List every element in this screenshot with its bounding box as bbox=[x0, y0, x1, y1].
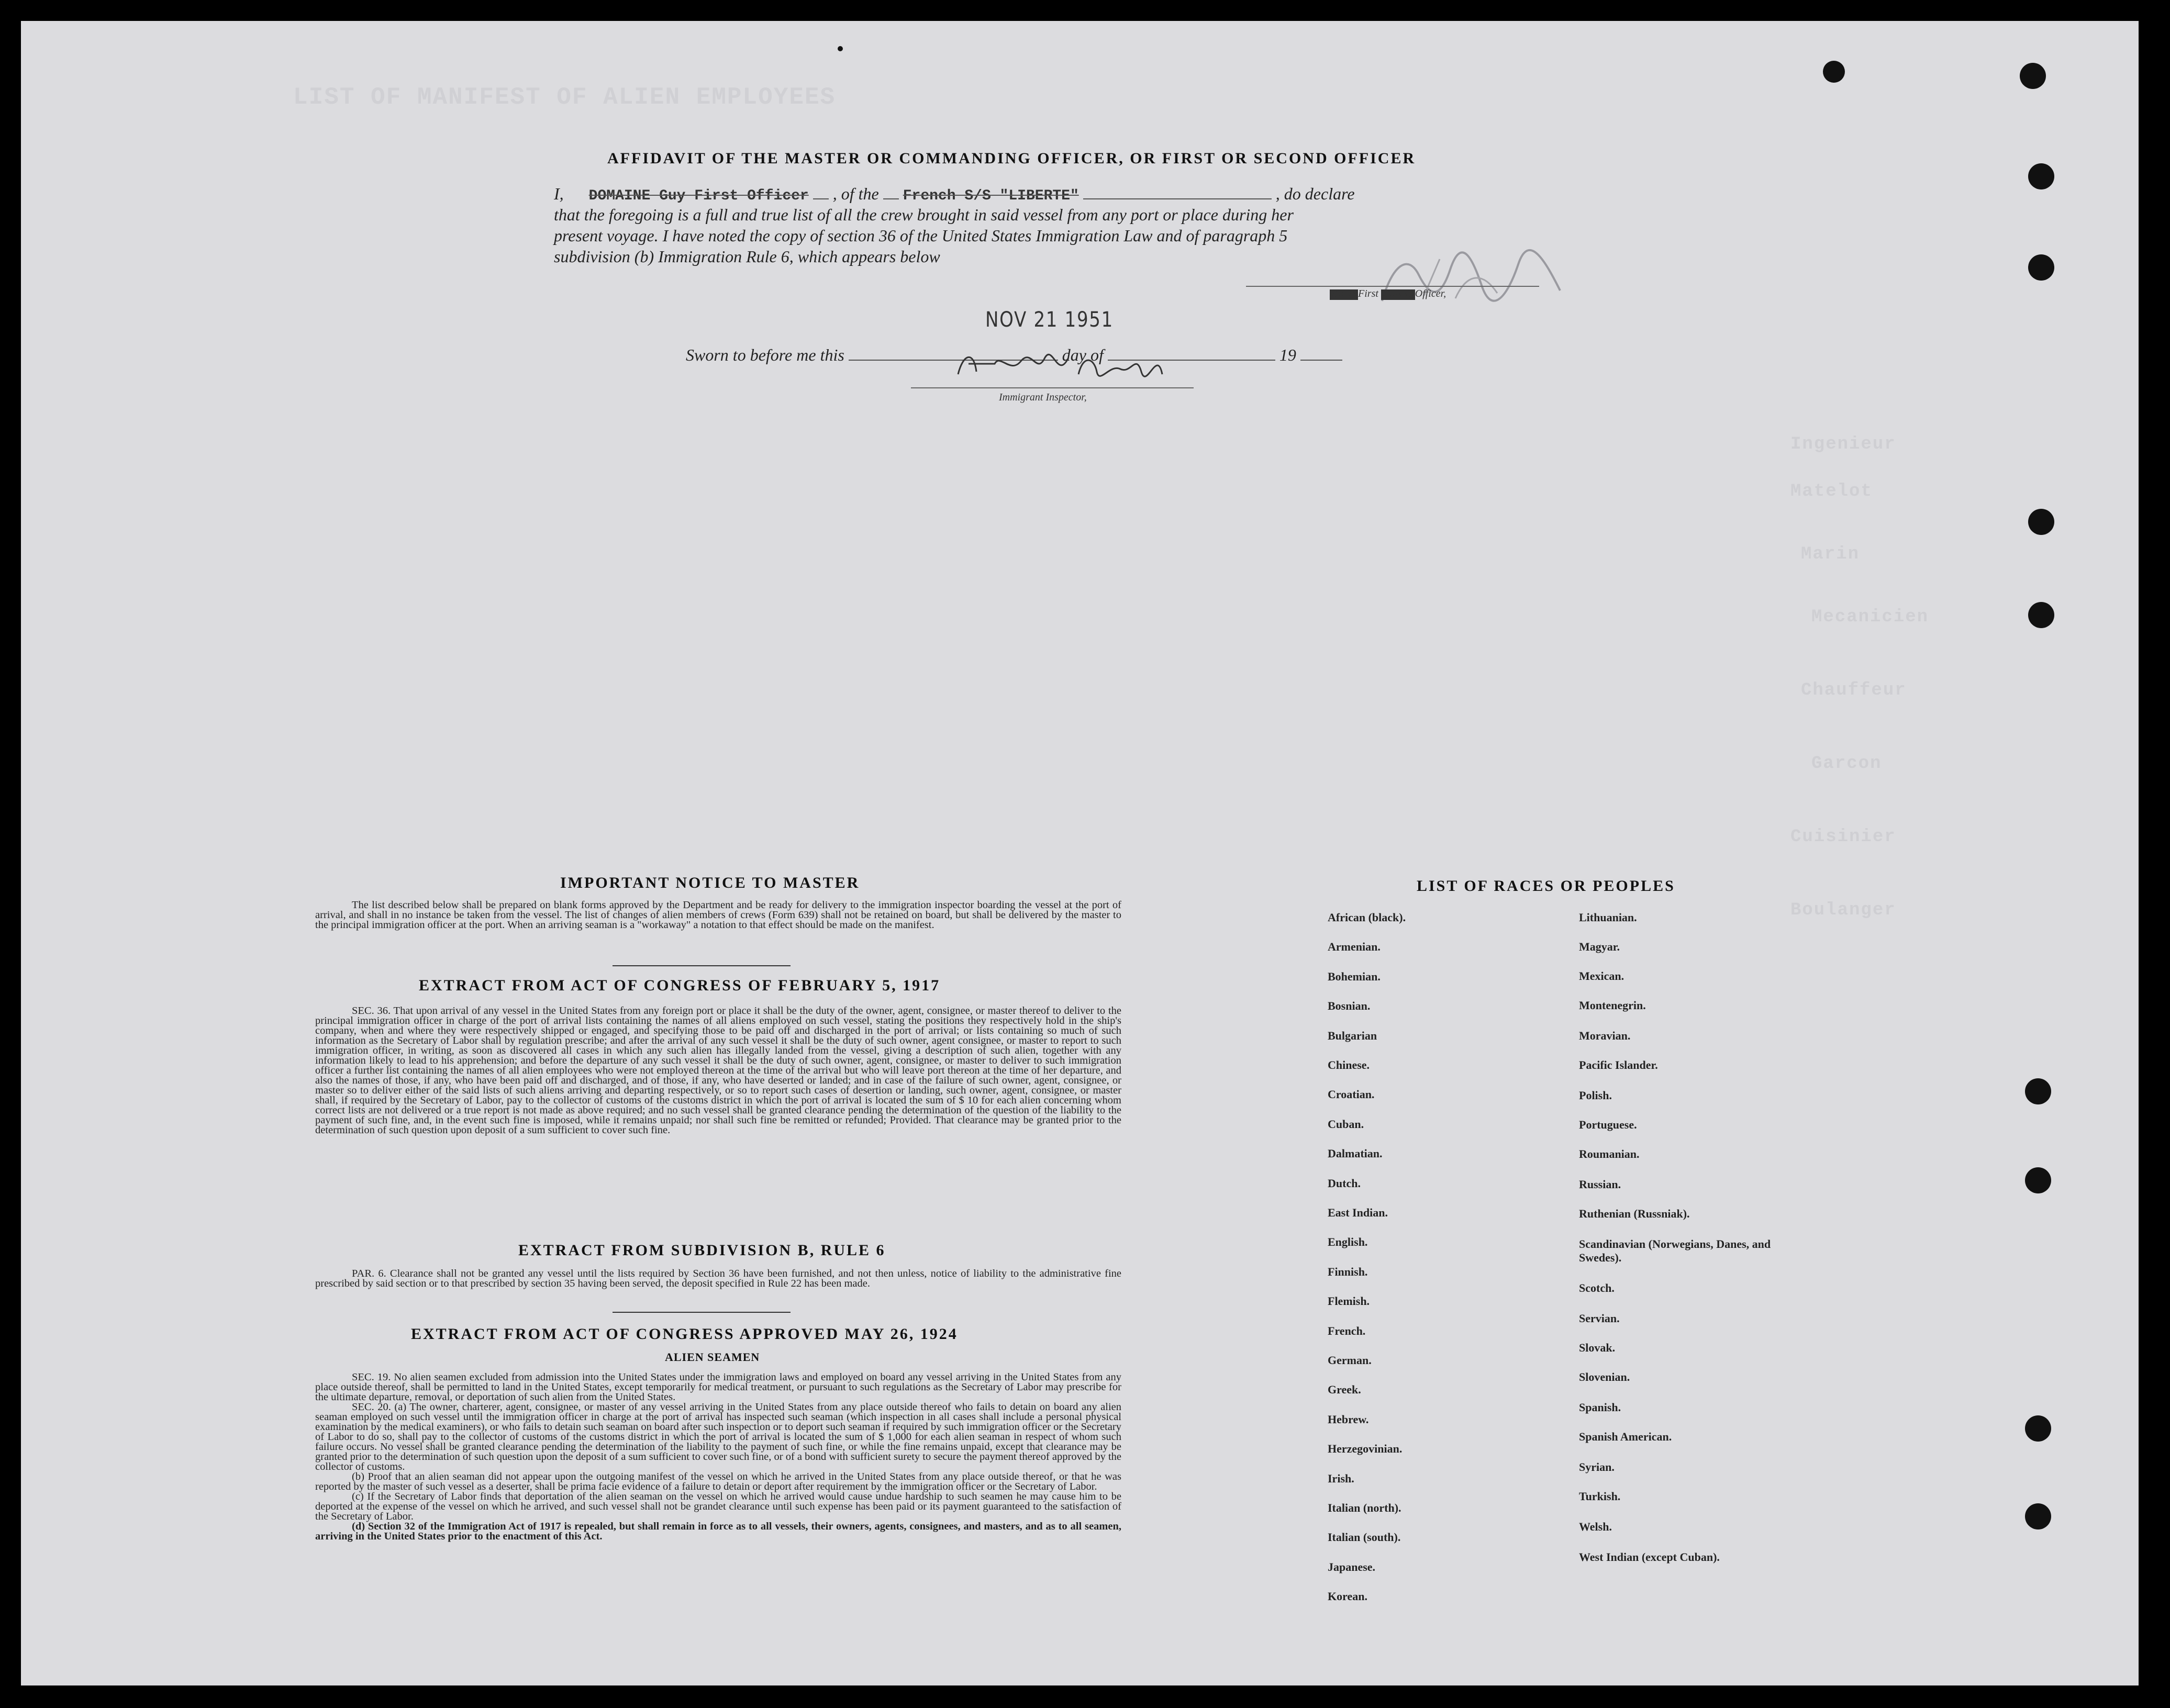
bleed-through-word: Cuisinier bbox=[1790, 827, 1896, 847]
par6-paragraph: PAR. 6. Clearance shall not be granted any vessel until the lists required by Section 36 have been furnished, and not then unless, notice of liability to the administrative fine prescribed by said section or to that prescribed by section 35 having been served, the deposit specified in Rule 22 has been made. bbox=[315, 1268, 1121, 1289]
officer-name-typed: DOMAINE Guy First Officer bbox=[588, 188, 809, 204]
race-item: Moravian. bbox=[1579, 1029, 1631, 1042]
race-item: Korean. bbox=[1328, 1590, 1367, 1603]
affidavit-title: AFFIDAVIT OF THE MASTER OR COMMANDING OFFICER, OR FIRST OR SECOND OFFICER bbox=[607, 150, 1416, 167]
punch-hole-icon bbox=[2028, 509, 2054, 535]
race-item: Portuguese. bbox=[1579, 1118, 1637, 1131]
extract-1917-title: EXTRACT FROM ACT OF CONGRESS OF FEBRUARY 5, 1917 bbox=[419, 977, 941, 994]
race-item: Polish. bbox=[1579, 1089, 1612, 1102]
race-item: Hebrew. bbox=[1328, 1412, 1369, 1426]
punch-hole-icon bbox=[2028, 254, 2054, 281]
race-item: Servian. bbox=[1579, 1312, 1620, 1325]
ink-dot-icon bbox=[838, 46, 843, 51]
notice-paragraph: The list described below shall be prepared on blank forms approved by the Department and be ready for delivery to the immigration inspector boarding the vessel at the port of arrival, and shall in no instance be taken from the vessel. The list of changes of alien members of crews (Form 639) shall not be retained on board, but shall be delivered by the master to the principal immigration officer at the port. When an arriving seaman is a "workaway" a notation to that effect should be made on the manifest. bbox=[315, 899, 1121, 931]
race-item: Spanish. bbox=[1579, 1401, 1621, 1414]
struck-second-label: XXXXXX bbox=[1381, 289, 1415, 300]
race-item: Pacific Islander. bbox=[1579, 1058, 1658, 1071]
race-item: Spanish American. bbox=[1579, 1430, 1672, 1443]
punch-hole-icon bbox=[2025, 1503, 2051, 1530]
race-item: Dutch. bbox=[1328, 1176, 1361, 1190]
race-item: Syrian. bbox=[1579, 1460, 1615, 1473]
extract-1924-title: EXTRACT FROM ACT OF CONGRESS APPROVED MAY 26, 1924 bbox=[411, 1325, 958, 1343]
race-item: Russian. bbox=[1579, 1178, 1621, 1191]
race-item: West Indian (except Cuban). bbox=[1579, 1550, 1720, 1564]
bleed-through-word: Boulanger bbox=[1790, 900, 1896, 920]
race-item: Greek. bbox=[1328, 1383, 1361, 1397]
race-item: Lithuanian. bbox=[1579, 911, 1637, 924]
inspector-label: Immigrant Inspector, bbox=[999, 392, 1087, 403]
race-item: Mexican. bbox=[1579, 969, 1624, 983]
race-item: Slovak. bbox=[1579, 1341, 1616, 1354]
vessel-name-typed: French S/S "LIBERTE" bbox=[903, 188, 1079, 204]
punch-hole-icon bbox=[2020, 63, 2046, 89]
race-item: Ruthenian (Russniak). bbox=[1579, 1207, 1690, 1220]
bleed-through-header: LIST OF MANIFEST OF ALIEN EMPLOYEES bbox=[293, 84, 836, 111]
bleed-through-word: Ingenieur bbox=[1790, 434, 1896, 454]
race-item: Scandinavian (Norwegians, Danes, and Swedes). bbox=[1579, 1237, 1771, 1264]
date-stamp: NOV 21 1951 bbox=[985, 308, 1114, 332]
race-item: Magyar. bbox=[1579, 940, 1620, 953]
notice-text bbox=[315, 900, 1121, 930]
race-item: Bulgarian bbox=[1328, 1029, 1377, 1042]
race-item: Croatian. bbox=[1328, 1088, 1375, 1101]
race-item: Flemish. bbox=[1328, 1294, 1370, 1308]
race-item: Italian (north). bbox=[1328, 1501, 1401, 1514]
race-item: Irish. bbox=[1328, 1471, 1354, 1485]
sec19-paragraph: SEC. 19. No alien seamen excluded from admission into the United States under the immigration laws and employed on board any vessel arriving in the United States from any place outside thereof, shall be permitted to land in the United States, except temporarily for medical treatment, or pursuant to such regulations as the Secretary of Labor may prescribe for the ultimate departure, removal, or deportation of such alien from the United States. bbox=[315, 1371, 1121, 1403]
race-item: Slovenian. bbox=[1579, 1370, 1630, 1383]
race-item: Cuban. bbox=[1328, 1117, 1364, 1131]
race-item: Roumanian. bbox=[1579, 1147, 1640, 1160]
bleed-through-word: Chauffeur bbox=[1801, 680, 1907, 700]
affidavit-line-4: subdivision (b) Immigration Rule 6, which appears below bbox=[554, 247, 940, 266]
races-title: LIST OF RACES OR PEOPLES bbox=[1417, 877, 1675, 895]
day-of-text: day of bbox=[1062, 345, 1104, 364]
extract-rule6-text bbox=[315, 1269, 1121, 1289]
officer-end-label: Officer, bbox=[1415, 288, 1446, 299]
sec20c-paragraph: (c) If the Secretary of Labor finds that deportation of the alien seaman on the vessel on which he arrived would cause undue hardship to such seamen he may cause him to be deported at the expense of the vessel on which he arrived, and such vessel shall not be grandet clearance until such expense has been paid or its payment guaranteed to the satisfaction of the Secretary of Labor. bbox=[315, 1491, 1121, 1522]
race-item: English. bbox=[1328, 1235, 1368, 1249]
bleed-through-word: Mecanicien bbox=[1811, 607, 1929, 627]
race-item: French. bbox=[1328, 1324, 1366, 1337]
sec20a-paragraph: SEC. 20. (a) The owner, charterer, agent, consignee, or master of any vessel arriving in the United States from any place outside thereof who fails to detain on board any alien seaman employed on such vessel until the immigration officer in charge at the port of arrival has inspected such seaman (which inspection in all cases shall include a personal physical examination by the medical examiners), or who fails to detain such seaman on board after such inspection or to deport such seaman if required by such immigration officer or the Secretary of Labor to do so, shall pay to the collector of customs of the customs district in which the port of arrival is located the sum of $ 1,000 for each alien seaman in respect of whom such failure occurs. No vessel shall be granted clearance pending the determination of the liability to the payment of such fine, or while the fine remains unpaid, except that clearance may be granted prior to the determination of such question upon the deposit of a sum sufficient to cover such fine, or of a bond with sufficient surety to secure the payment thereof approved by the collector of customs. bbox=[315, 1401, 1121, 1472]
race-item: Japanese. bbox=[1328, 1560, 1376, 1573]
year-prefix: 19 bbox=[1279, 345, 1296, 364]
race-item: Montenegrin. bbox=[1579, 999, 1646, 1012]
race-item: African (black). bbox=[1328, 911, 1406, 924]
alien-seamen-subtitle: ALIEN SEAMEN bbox=[665, 1350, 760, 1364]
race-item: Scotch. bbox=[1579, 1281, 1615, 1294]
officer-signature-icon bbox=[1361, 243, 1581, 311]
punch-hole-icon bbox=[2025, 1167, 2051, 1193]
sec36-paragraph: SEC. 36. That upon arrival of any vessel in the United States from any foreign port or place it shall be the duty of the owner, agent, consignee, or master thereof to deliver to the principal immigration officer in charge of the port of arrival lists containing the names of all aliens employed on such vessel, stating the positions they respectively hold in the ship's company, when and where they were respectively shipped or engaged, and specifying those to be paid off and discharged in the port of arrival; or lists containing so much of such information as the Secretary of Labor shall by regulation prescribe; and after the arrival of any such vessel it shall be the duty of such owner, agent consignee, or master to report to such immigration officer, in writing, as soon as discovered all cases in which any such alien has illegally landed from the vessel, giving a description of such alien, together with any information likely to lead to his apprehension; and before the departure of any such vessel it shall be the duty of such owner, agent, consignee, or master to deliver to such immigration officer a further list containing the names of all alien employees who were not employed thereon at the time of the arrival but who will leave port thereon at the time of her departure, and also the names of those, if any, who have been paid off and discharged, and of those, if any, who have deserted or landed; and in case of the failure of such owner, agent, consignee, or master so to deliver either of the said lists of such aliens arriving and departing respectively, or so to report such cases of desertion or landing, such owner, agent, consignee, or master shall, if required by the Secretary of Labor, pay to the collector of customs of the customs district in which the port of arrival is located the sum of $ 10 for each alien concerning whom correct lists are not delivered or a true report is not made as above required; and no such vessel shall be granted clearance pending the determination of the question of the liability to the payment of such fine, and, in the event such fine is imposed, while it remains unpaid; nor shall such fine be remitted or refunded; Provided. That clearance may be granted prior to the determination of such question upon deposit of a sum sufficient to cover such fine. bbox=[315, 1005, 1121, 1136]
affidavit-i: I, bbox=[554, 184, 564, 203]
extract-1924-text bbox=[315, 1372, 1121, 1542]
sec20d-paragraph: (d) Section 32 of the Immigration Act of 1917 is repealed, but shall remain in force as to all vessels, their owners, agents, consignees, and masters, and as to all seamen, arriving in the United States prior to the enactment of this Act. bbox=[315, 1521, 1121, 1542]
race-item: Herzegovinian. bbox=[1328, 1442, 1403, 1456]
race-item: Bosnian. bbox=[1328, 999, 1371, 1013]
bleed-through-word: Garcon bbox=[1811, 754, 1882, 774]
affidavit-line-3: present voyage. I have noted the copy of section 36 of the United States Immigration Law and of paragraph 5 bbox=[554, 226, 1288, 245]
race-item: East Indian. bbox=[1328, 1206, 1388, 1219]
race-item: Dalmatian. bbox=[1328, 1147, 1383, 1160]
struck-master-label: XXXXX bbox=[1330, 289, 1359, 300]
punch-hole-icon bbox=[2025, 1415, 2051, 1442]
bleed-through-word: Matelot bbox=[1790, 482, 1873, 501]
affidavit-declare: , do declare bbox=[1275, 184, 1355, 203]
punch-hole-icon bbox=[2028, 602, 2054, 628]
officer-first-label: First bbox=[1358, 288, 1378, 299]
affidavit-line-1 bbox=[554, 184, 1355, 204]
document-page bbox=[21, 21, 2139, 1685]
bleed-through-word: Marin bbox=[1801, 544, 1860, 564]
race-item: Armenian. bbox=[1328, 940, 1381, 954]
race-item: Bohemian. bbox=[1328, 969, 1381, 983]
inspector-signature-icon bbox=[953, 343, 1173, 390]
officer-label bbox=[1330, 288, 1446, 300]
race-item: Italian (south). bbox=[1328, 1531, 1401, 1544]
race-item: Chinese. bbox=[1328, 1058, 1370, 1071]
sec20b-paragraph: (b) Proof that an alien seaman did not appear upon the outgoing manifest of the vessel on which he arrived in the United States from any place outside thereof, or that he was reported by the master of such vessel as a deserter, shall be prima facie evidence of a failure to detain or deport after requirement by the immigration officer or the Secretary of Labor. bbox=[315, 1471, 1121, 1492]
punch-hole-icon bbox=[2028, 163, 2054, 189]
affidavit-line-2: that the foregoing is a full and true list of all the crew brought in said vessel from any port or place during her bbox=[554, 205, 1294, 224]
race-item: German. bbox=[1328, 1354, 1372, 1367]
punch-hole-icon bbox=[1823, 61, 1845, 83]
race-item: Turkish. bbox=[1579, 1490, 1621, 1503]
punch-hole-icon bbox=[2025, 1078, 2051, 1104]
race-item: Welsh. bbox=[1579, 1520, 1612, 1533]
notice-title: IMPORTANT NOTICE TO MASTER bbox=[560, 874, 860, 891]
affidavit-of-the: , of the bbox=[832, 184, 879, 203]
extract-1917-text bbox=[315, 1006, 1121, 1135]
race-item: Finnish. bbox=[1328, 1265, 1368, 1278]
extract-rule6-title: EXTRACT FROM SUBDIVISION B, RULE 6 bbox=[518, 1242, 886, 1259]
sworn-text: Sworn to before me this bbox=[686, 345, 844, 364]
